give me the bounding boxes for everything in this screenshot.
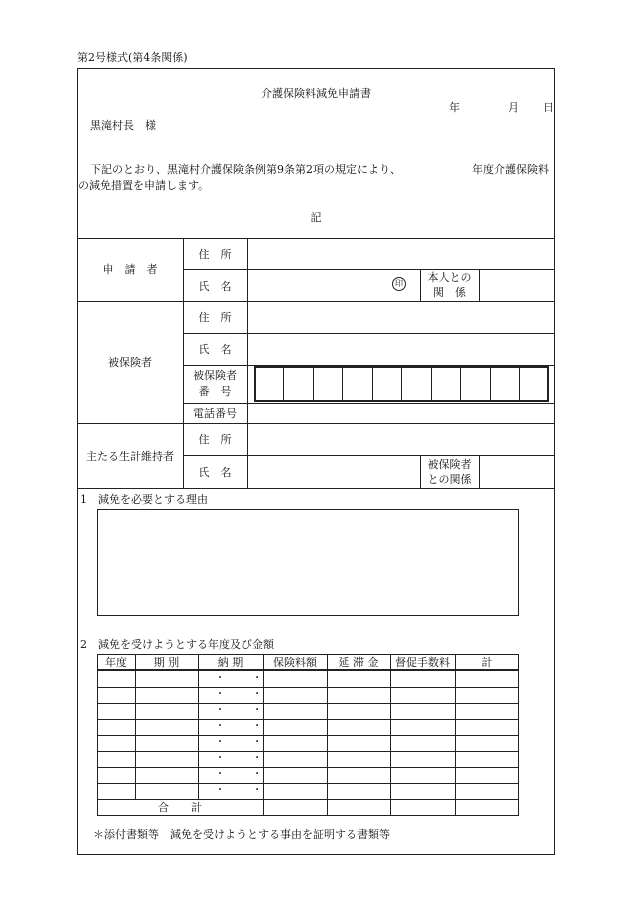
column-line (183, 238, 184, 488)
applicant-address-label: 住 所 (198, 248, 232, 261)
divider (77, 301, 555, 302)
ki-label: 記 (310, 211, 322, 224)
intro-line2: の減免措置を申請します。 (78, 179, 210, 192)
applicant-relation-label-2: 関 係 (433, 286, 466, 299)
table-col-line (455, 654, 456, 816)
insured-number-label: 被保険者 (193, 369, 237, 382)
header-year: 年度 (105, 656, 127, 669)
form-title: 介護保険料減免申請書 (261, 87, 371, 100)
table-col-line (327, 654, 328, 816)
header-reminder-fee: 督促手数料 (395, 656, 450, 669)
header-premium: 保険料額 (273, 656, 317, 669)
insured-label: 被保険者 (108, 356, 152, 369)
date-year-label: 年 (449, 101, 460, 114)
digit-divider (490, 366, 491, 402)
digit-divider (372, 366, 373, 402)
due-date-dots: ・ ・ (215, 673, 275, 684)
row-line (183, 333, 555, 334)
insured-address-label: 住 所 (198, 311, 232, 324)
due-date-dots: ・ ・ (215, 737, 275, 748)
intro-line1-fiscal-year: 年度介護保険料 (472, 163, 549, 176)
table-col-line (198, 654, 199, 799)
addressee: 黒滝村長 様 (90, 119, 156, 132)
intro-line1: 下記のとおり、黒滝村介護保険条例第9条第2項の規定により、 (90, 163, 401, 176)
row-line (183, 403, 555, 404)
digit-divider (283, 366, 284, 402)
insured-phone-label: 電話番号 (193, 407, 237, 420)
table-col-line (390, 654, 391, 816)
divider (77, 238, 555, 239)
header-total: 計 (481, 656, 493, 669)
date-month-label: 月 (508, 101, 519, 114)
digit-divider (313, 366, 314, 402)
insured-number-label-2: 番 号 (198, 385, 232, 398)
digit-divider (401, 366, 402, 402)
total-label: 合 計 (158, 801, 202, 814)
supporter-address-label: 住 所 (198, 433, 232, 446)
digit-divider (431, 366, 432, 402)
due-date-dots: ・ ・ (215, 705, 275, 716)
column-line (479, 269, 480, 301)
divider (77, 423, 555, 424)
supporter-label: 主たる生計維持者 (86, 450, 174, 463)
due-date-dots: ・ ・ (215, 769, 275, 780)
row-line (183, 455, 555, 456)
due-date-dots: ・ ・ (215, 721, 275, 732)
applicant-relation-label: 本人との (427, 271, 472, 284)
row-line (183, 269, 555, 270)
due-date-dots: ・ ・ (215, 689, 275, 700)
column-line (247, 238, 248, 488)
header-late-fee: 延 滞 金 (338, 656, 379, 669)
digit-divider (460, 366, 461, 402)
supporter-relation-label-2: との関係 (427, 473, 472, 486)
due-date-dots: ・ ・ (215, 753, 275, 764)
attachment-note: ＊添付書類等 減免を受けようとする事由を証明する書類等 (93, 828, 390, 841)
header-due: 納 期 (217, 656, 244, 669)
applicant-name-label: 氏 名 (198, 280, 232, 293)
due-date-dots: ・ ・ (215, 785, 275, 796)
insured-name-label: 氏 名 (198, 343, 232, 356)
seal-mark: 印 (392, 277, 406, 291)
column-line (479, 455, 480, 488)
digit-divider (342, 366, 343, 402)
section1-heading: 1 減免を必要とする理由 (80, 493, 208, 506)
reason-textarea[interactable] (97, 509, 519, 616)
date-day-label: 日 (543, 101, 554, 114)
table-col-line (135, 654, 136, 799)
header-period: 期 別 (153, 656, 180, 669)
applicant-label: 申 請 者 (102, 263, 158, 276)
supporter-relation-label: 被保険者 (427, 458, 472, 471)
digit-divider (519, 366, 520, 402)
divider (77, 488, 555, 489)
supporter-name-label: 氏 名 (198, 466, 232, 479)
form-number: 第2号様式(第4条関係) (77, 51, 188, 64)
section2-heading: 2 減免を受けようとする年度及び金額 (80, 638, 274, 651)
